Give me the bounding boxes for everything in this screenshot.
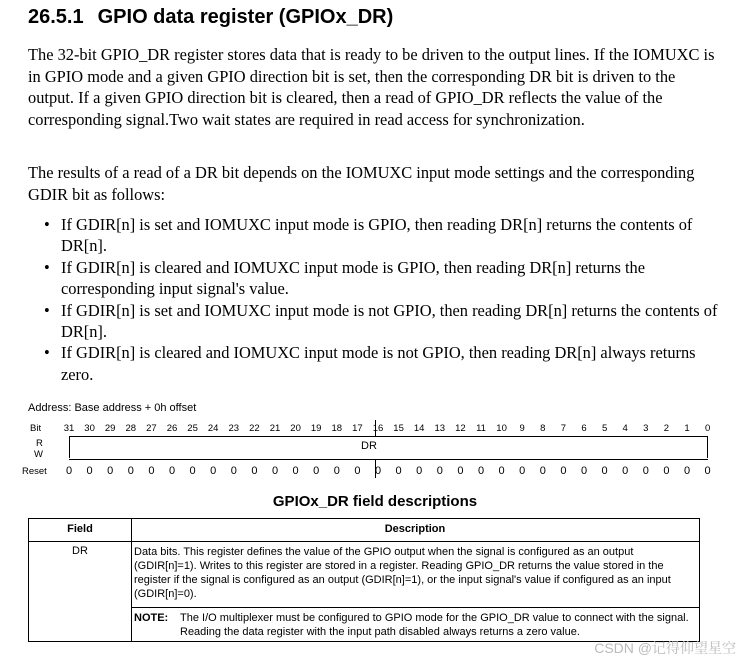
bit-number: 0 [704,423,711,434]
reset-bit: 0 [107,465,114,477]
bit-number: 18 [331,423,343,434]
bit-number: 8 [540,423,546,434]
bit-number: 22 [249,423,260,434]
note-label: NOTE: [134,612,169,624]
bit-number: 25 [187,423,198,434]
note-divider [131,607,699,608]
bit-number: 3 [643,423,649,434]
rw-field-box [69,436,708,460]
field-description-table [28,518,700,642]
reset-bit: 0 [457,465,464,477]
bit-number: 20 [290,423,301,434]
section-number: 26.5.1 [28,6,84,28]
reset-bit: 0 [580,465,588,477]
reset-bit: 0 [251,465,258,477]
bit-number: 28 [125,423,137,434]
reset-bit: 0 [333,465,340,477]
intro-paragraph: The 32-bit GPIO_DR register stores data that is ready to be driven to the output lines. If the IOMUXC is in GPIO mode and a given GPIO direction bit is set, then the corresponding DR bit is driven to the output. If a given GPIO direction bit is cleared, then a read of GPIO_DR reflects the value of the corresponding signal.Two wait states are required in read access for synchronization. [28,45,715,129]
register-address: Address: Base address + 0h offset [28,402,197,414]
reset-bit: 0 [127,465,134,477]
note-block [134,611,695,639]
bit-number: 7 [560,423,567,434]
bit-number: 27 [146,423,157,434]
bit-number: 10 [496,423,507,434]
column-divider [131,519,132,641]
reset-bit: 0 [395,465,402,477]
bit-number: 23 [228,423,240,434]
bit-number: 9 [519,423,525,434]
bit-number: 26 [166,423,178,434]
reset-bit: 0 [210,465,217,477]
reset-bit: 0 [374,465,382,477]
reset-bit: 0 [560,465,567,477]
bit-number: 13 [434,423,446,434]
bit-number: 16 [372,423,384,434]
bit-number: 1 [684,423,690,434]
reset-bit: 0 [622,465,629,477]
row-description: Data bits. This register defines the value of the GPIO output when the signal is configured as an output (GDIR[n]=1). Writes to this register are stored in a register. Reading GPIO_DR returns the value stored in the register if the signal is configured as an output (GDIR[n]=1), or the input signal's value if configured as an input (GDIR[n]=0). [134,546,671,600]
bit-row-label: Bit [30,423,42,434]
row-field-name: DR [72,545,88,557]
reset-bit: 0 [539,465,546,477]
bullet-list [44,214,724,385]
bit-number: 31 [63,423,75,434]
bit-number: 21 [269,423,281,434]
section-heading [28,6,393,29]
dr-field-label: DR [361,440,377,452]
table-title: GPIOx_DR field descriptions [272,493,478,510]
bullet-item: • If GDIR[n] is cleared and IOMUXC input mode is not GPIO, then reading DR[n] always returns zero. [44,342,724,385]
reset-bit: 0 [189,465,196,477]
read-behavior-paragraph: The results of a read of a DR bit depends on the IOMUXC input mode settings and the corresponding GDIR bit as follows: [28,163,695,204]
reset-bit: 0 [354,465,361,477]
bullet-item: • If GDIR[n] is set and IOMUXC input mode is not GPIO, then reading DR[n] returns the contents of DR[n]. [44,300,724,343]
reset-bit: 0 [601,465,608,477]
reset-bit: 0 [292,465,299,477]
section-title: GPIO data register (GPIOx_DR) [97,6,394,28]
bit-number: 5 [601,423,608,434]
bullet-item: • If GDIR[n] is cleared and IOMUXC input mode is GPIO, then reading DR[n] returns the corresponding input signal's value. [44,257,724,300]
watermark: CSDN @记得仰望星空 [594,640,736,656]
reset-bit: 0 [168,465,176,477]
reset-bit: 0 [148,465,155,477]
r-label: R [36,438,43,449]
w-label: W [34,449,43,460]
reset-bit: 0 [271,465,279,477]
bit-number: 12 [455,423,466,434]
reset-bit: 0 [642,465,649,477]
register-diagram [22,420,711,482]
reset-bit: 0 [704,465,711,477]
bit-number: 2 [663,423,670,434]
reset-bit: 0 [498,465,505,477]
reset-bit: 0 [436,465,443,477]
bit-number: 11 [476,423,486,434]
reset-bit: 0 [663,465,670,477]
bit-number: 30 [84,423,95,434]
reset-bit: 0 [683,465,691,477]
reset-bit: 0 [65,465,73,477]
bit-number: 19 [310,423,322,434]
bit-number: 14 [413,423,425,434]
reset-bit: 0 [86,465,93,477]
header-description: Description [384,523,446,535]
note-text: The I/O multiplexer must be configured to GPIO mode for the GPIO_DR value to connect with the signal. Reading the data register with the input path disabled always returns a zero value. [180,612,689,638]
reset-bit: 0 [313,465,320,477]
bit-number: 24 [207,423,219,434]
header-field: Field [67,523,93,535]
bit-number: 6 [581,423,587,434]
rw-box-left [69,436,70,458]
reset-bit: 0 [416,465,423,477]
reset-bit: 0 [519,465,526,477]
reset-bit: 0 [477,465,485,477]
bit-number: 4 [622,423,628,434]
bit-number: 15 [393,423,404,434]
reset-bit: 0 [230,465,237,477]
rw-box-right [707,436,708,458]
bullet-item: • If GDIR[n] is set and IOMUXC input mode is GPIO, then reading DR[n] returns the contents of DR[n]. [44,214,724,257]
bit-number: 17 [352,423,363,434]
reset-label: Reset [22,466,47,477]
bit-number: 29 [104,423,116,434]
table-header-row [29,519,699,542]
